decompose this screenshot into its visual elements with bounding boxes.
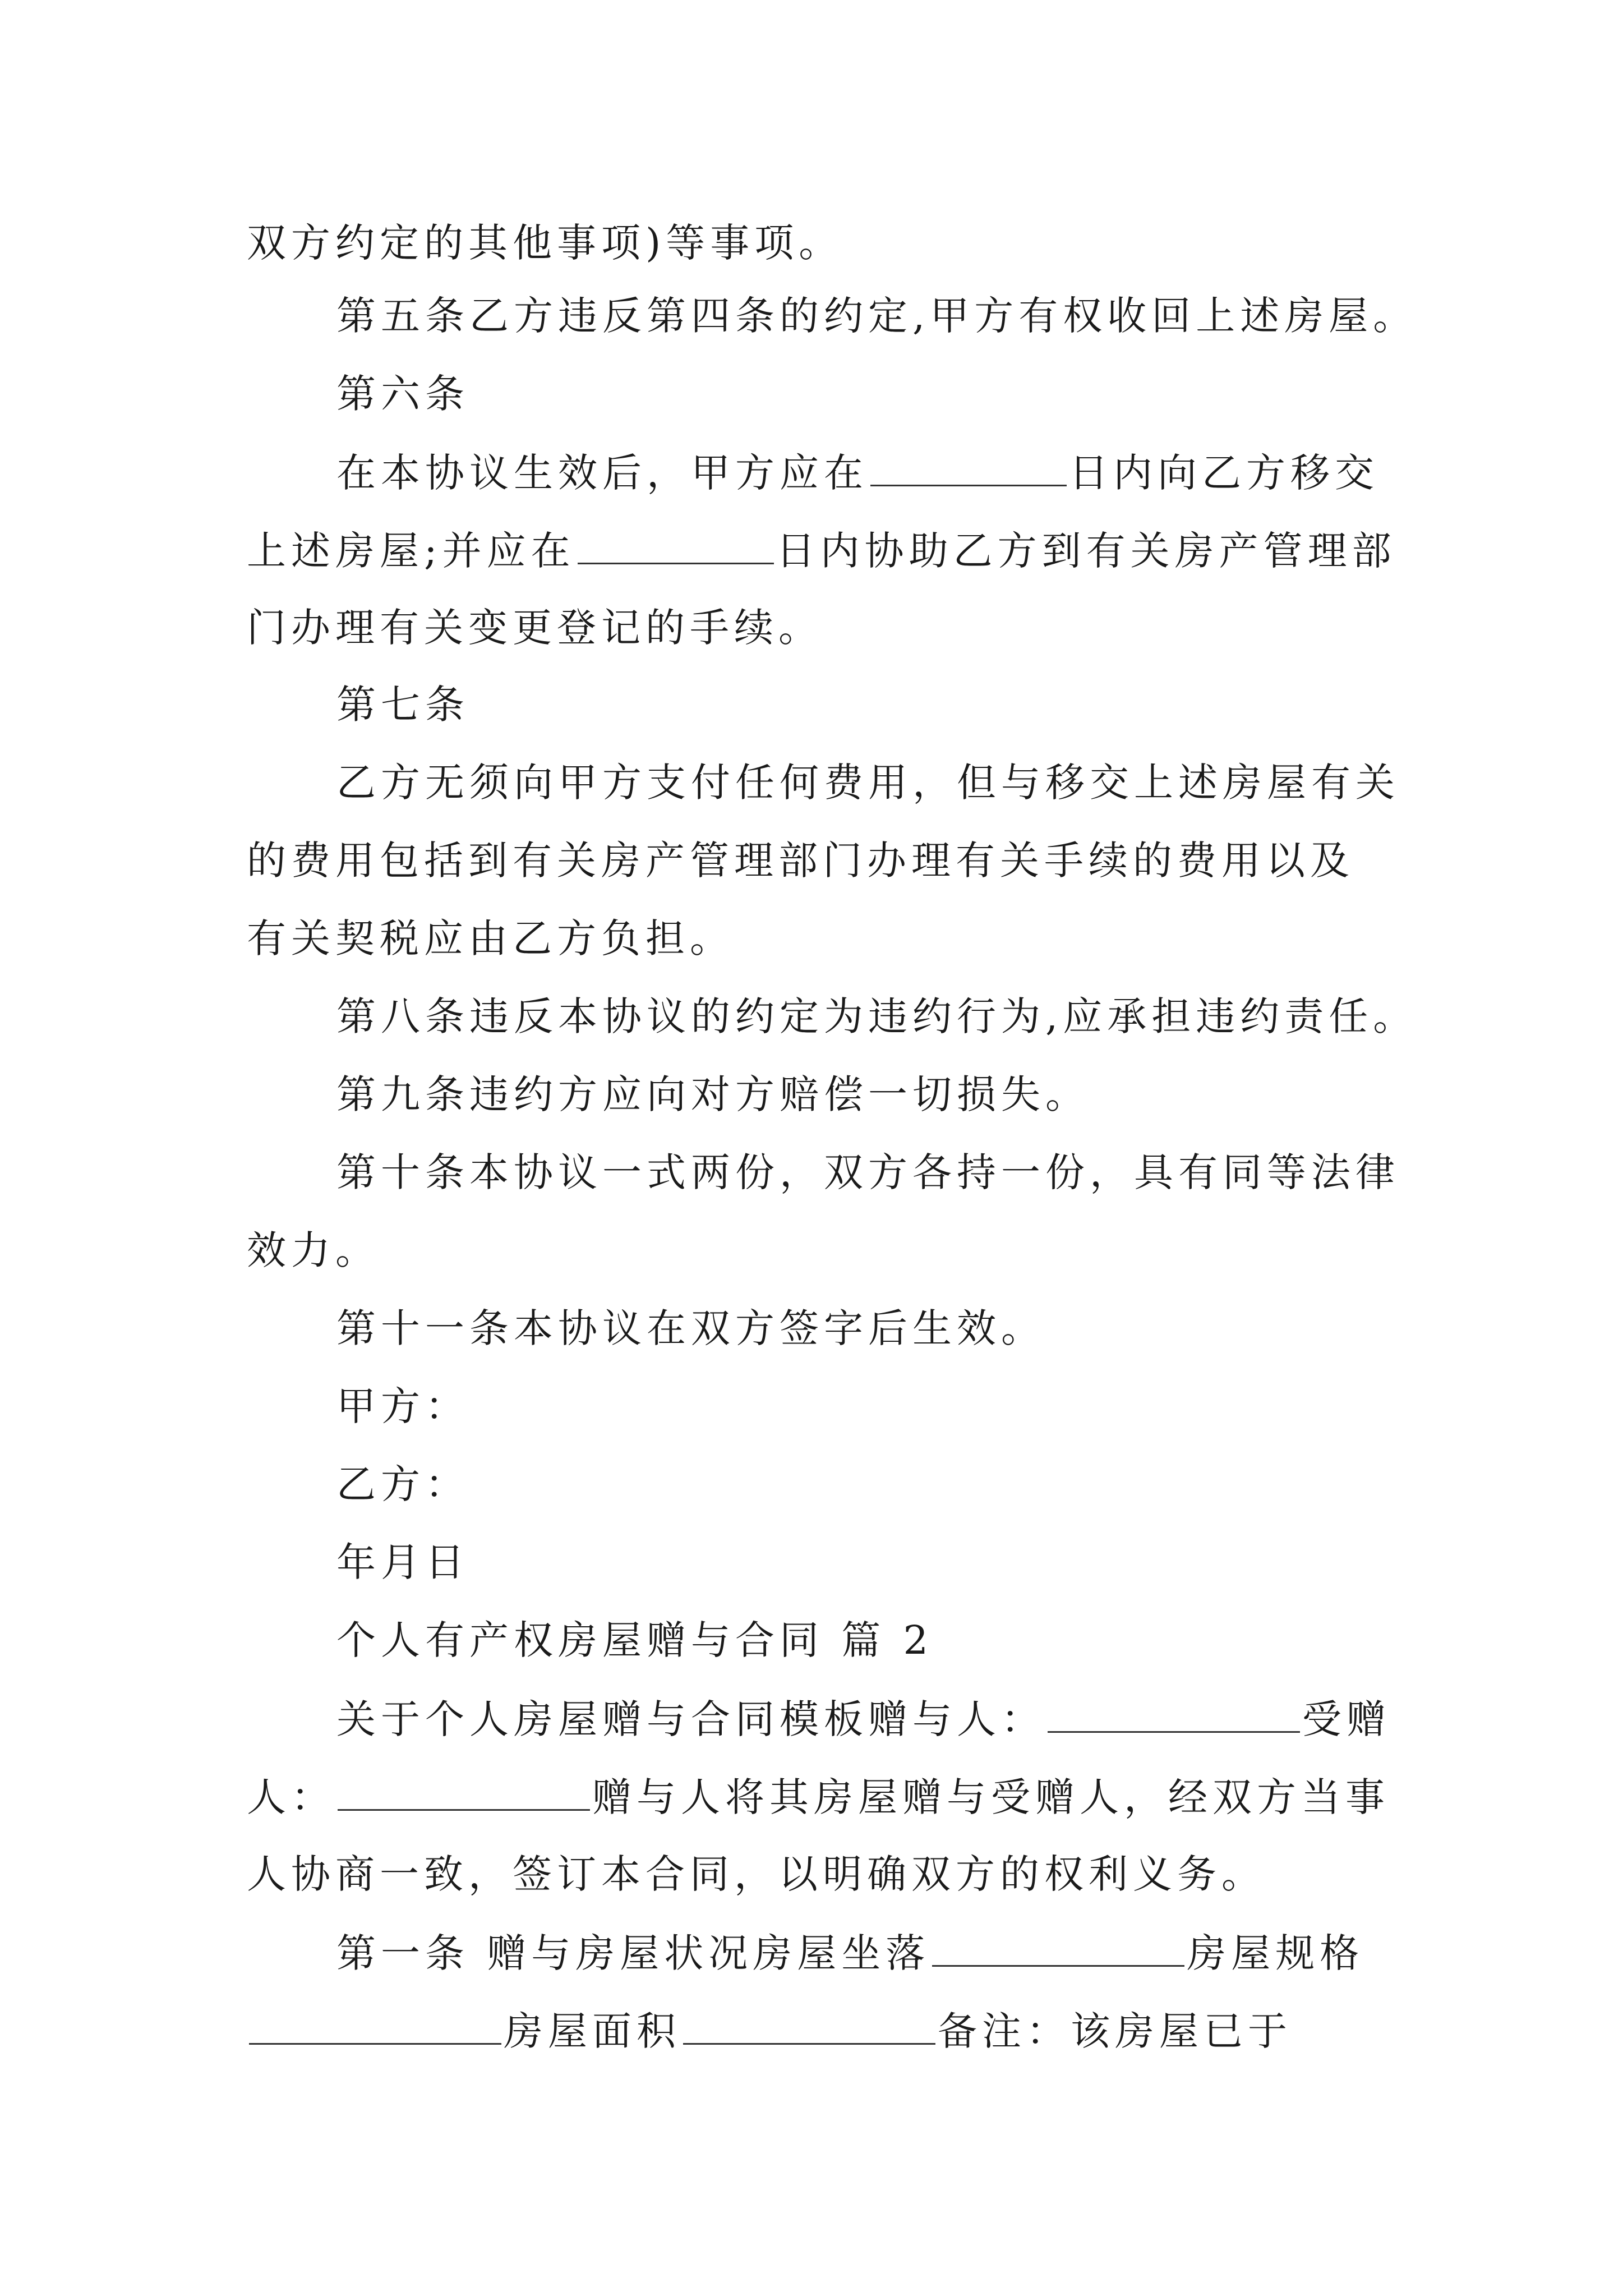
text-segment: 日内向乙方移交 — [1069, 450, 1379, 496]
text-line — [336, 450, 1379, 496]
text-line — [336, 1696, 1391, 1742]
text-line — [336, 1930, 1364, 1976]
text-segment: 受赠 — [1302, 1696, 1391, 1742]
text-segment: 上述房屋;并应在 — [247, 528, 575, 574]
text-line: 的费用包括到有关房产管理部门办理有关手续的费用以及 — [247, 838, 1354, 884]
fill-in-blank[interactable] — [1048, 1699, 1300, 1733]
fill-in-blank[interactable] — [932, 1932, 1184, 1967]
fill-in-blank[interactable] — [338, 1777, 590, 1811]
text-line: 第五条乙方违反第四条的约定,甲方有权收回上述房屋。 — [336, 293, 1418, 339]
fill-in-blank[interactable] — [683, 2010, 935, 2045]
text-line: 第七条 — [336, 682, 469, 728]
text-segment: 人： — [247, 1774, 335, 1820]
text-line: 第六条 — [336, 371, 469, 417]
signature-party-b: 乙方： — [336, 1461, 469, 1507]
signature-party-a: 甲方： — [336, 1383, 469, 1429]
text-line: 第十条本协议一式两份，双方各持一份，具有同等法律 — [336, 1149, 1400, 1195]
text-line: 第八条违反本协议的约定为违约行为,应承担违约责任。 — [336, 993, 1418, 1039]
text-segment: 日内协助乙方到有关房产管理部 — [776, 528, 1396, 574]
text-segment: 关于个人房屋赠与合同模板赠与人： — [336, 1696, 1045, 1742]
text-line: 双方约定的其他事项)等事项。 — [247, 220, 843, 266]
section-heading: 个人有产权房屋赠与合同 篇 2 — [336, 1617, 934, 1663]
text-segment: 在本协议生效后，甲方应在 — [336, 450, 868, 496]
text-segment: 赠与人将其房屋赠与受赠人，经双方当事 — [592, 1774, 1390, 1820]
text-line: 第十一条本协议在双方签字后生效。 — [336, 1305, 1045, 1351]
fill-in-blank[interactable] — [249, 2010, 501, 2045]
text-line: 效力。 — [247, 1227, 380, 1273]
text-line: 第九条违约方应向对方赔偿一切损失。 — [336, 1071, 1090, 1117]
text-segment: 房屋面积 — [504, 2008, 681, 2054]
text-segment: 房屋规格 — [1187, 1930, 1364, 1976]
fill-in-blank[interactable] — [578, 530, 774, 564]
text-line — [247, 2008, 1292, 2054]
text-line: 门办理有关变更登记的手续。 — [247, 605, 823, 651]
text-line: 乙方无须向甲方支付任何费用，但与移交上述房屋有关 — [336, 760, 1400, 806]
text-line — [247, 528, 1396, 574]
text-line — [247, 1774, 1390, 1820]
text-line: 人协商一致，签订本合同，以明确双方的权利义务。 — [247, 1851, 1266, 1897]
signature-date: 年月日 — [336, 1539, 469, 1585]
fill-in-blank[interactable] — [870, 452, 1067, 486]
text-line: 有关契税应由乙方负担。 — [247, 915, 734, 961]
text-segment: 备注：该房屋已于 — [938, 2008, 1292, 2054]
text-segment: 第一条 赠与房屋状况房屋坐落 — [336, 1930, 930, 1976]
